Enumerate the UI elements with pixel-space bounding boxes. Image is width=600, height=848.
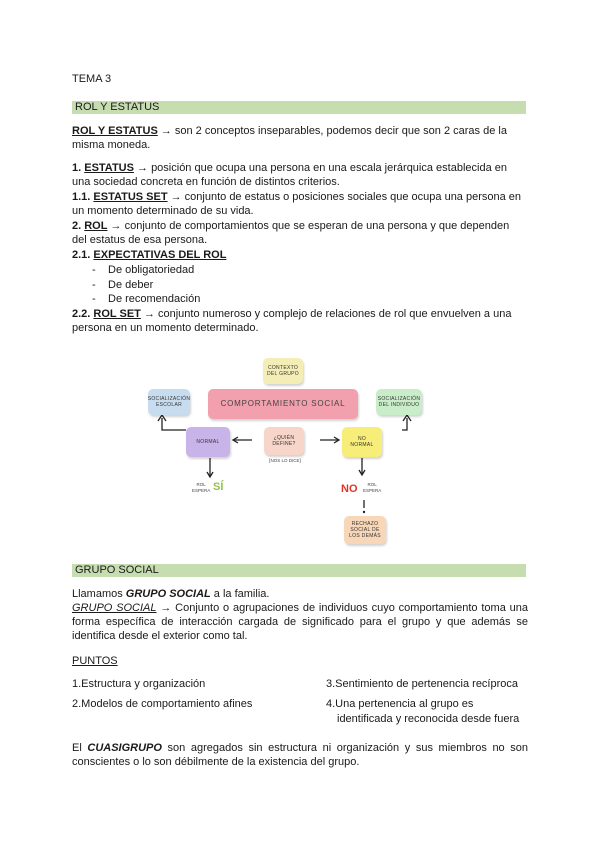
expectativa-item: De recomendación [108,293,201,305]
punto-4-line-1: 4.Una pertenencia al grupo es [326,698,474,710]
item22-line-2: persona en un momento determinado. [72,322,259,334]
item1-line-2: una sociedad concreta en función de distintos criterios. [72,176,340,188]
intro-line-2: misma moneda. [72,139,151,151]
cuasi-rest: son agregados sin estructura ni organización y sus miembros no son conscientes o lo son débilmente de la existencia del grupo. [72,742,529,768]
llamamos-pre: Llamamos [72,588,126,600]
cuasigrupo-paragraph [72,741,528,769]
llamamos-term: GRUPO SOCIAL [125,588,211,600]
intro-line-1 [72,124,528,138]
definition-rest: → Conjunto o agrupaciones de individuos cuyo comportamiento toma una forma específica de interacción cargada de significado para el grupo y que además se identifica desde el exterior como tal. [72,602,528,642]
box-socializacion-escolar [148,389,190,415]
box-quien-define [264,427,304,455]
box-socializacion-individuo-label: SOCIALIZACIÓN DEL INDIVIDUO [377,396,421,408]
box-comportamiento-social [208,389,358,419]
box-socializacion-escolar-label: SOCIALIZACIÓN ESCOLAR [147,396,191,408]
intro-rest: → son 2 conceptos inseparables, podemos decir que son 2 caras de la [157,125,507,137]
grupo-definition [72,601,528,643]
item2-number: 2. [72,220,85,232]
rol-diagram [140,352,430,552]
section-band-rol-estatus: ROL Y ESTATUS [72,101,526,114]
item11-number: 1.1. [72,191,94,203]
bullet-dash: - [92,279,96,291]
bullet-dash: - [92,264,96,276]
item2-rest: → conjunto de comportamientos que se esperan de una persona y que dependen [107,220,510,232]
box-quien-define-label: ¿QUIÉN DEFINE? [272,435,296,447]
item2-term: ROL [84,220,108,232]
box-contexto-grupo [263,358,303,384]
box-comportamiento-social-label: COMPORTAMIENTO SOCIAL [220,399,346,408]
item11-line-2: un momento determinado de su vida. [72,205,254,217]
item1-rest: → posición que ocupa una persona en una escala jerárquica establecida en [133,162,507,174]
center-caption: [NOS LO DICE] [269,458,301,463]
item21-number: 2.1. [72,249,94,261]
punto-3: 3.Sentimiento de pertenencia recíproca [326,678,519,690]
llamamos-line [72,587,528,601]
puntos-title: PUNTOS [72,655,118,667]
rol-espera-small-left: ROL ESPERA [192,482,211,493]
cuasi-pre: El [72,742,88,754]
item1-number: 1. [72,162,85,174]
label-si: SÍ [213,481,224,493]
box-normal-label: NORMAL [196,439,220,445]
box-no-normal [342,427,382,457]
item22-term: ROL SET [93,308,141,320]
box-normal [186,427,230,457]
expectativa-item: De obligatoriedad [108,264,195,276]
item11-rest: → conjunto de estatus o posiciones sociales que ocupa una persona en [167,191,522,203]
cuasi-term: CUASIGRUPO [87,742,162,754]
punto-2: 2.Modelos de comportamiento afines [72,698,253,710]
rol-espera-small-right: ROL ESPERA [363,482,382,493]
item11-line-1 [72,190,528,204]
intro-term: ROL Y ESTATUS [72,125,158,137]
box-rechazo-social-label: RECHAZO SOCIAL DE LOS DEMÁS [349,521,381,539]
punto-1: 1.Estructura y organización [72,678,206,690]
item22-rest: → conjunto numeroso y complejo de relaciones de rol que envuelven a una [140,308,512,320]
llamamos-post: a la familia. [210,588,270,600]
section-band-grupo-social: GRUPO SOCIAL [72,564,526,577]
item21-term: EXPECTATIVAS DEL ROL [93,249,227,261]
item21-line [72,248,528,262]
tema-heading: TEMA 3 [72,73,112,85]
label-no: NO [341,483,358,495]
box-socializacion-individuo [376,389,422,415]
bullet-dash: - [92,293,96,305]
expectativa-item: De deber [108,279,154,291]
item22-line-1 [72,307,528,321]
punto-4-line-2: identificada y reconocida desde fuera [337,713,520,725]
item2-line-1 [72,219,528,233]
definition-term: GRUPO SOCIAL [72,602,157,614]
item1-line-1 [72,161,528,175]
box-rechazo-social [344,516,386,544]
box-contexto-grupo-label: CONTEXTO DEL GRUPO [267,365,299,377]
item1-term: ESTATUS [84,162,134,174]
item11-term: ESTATUS SET [93,191,168,203]
item2-line-2: del estatus de esa persona. [72,234,208,246]
box-no-normal-label: NO NORMAL [350,436,374,448]
item22-number: 2.2. [72,308,94,320]
exclamation-dot [363,511,365,513]
